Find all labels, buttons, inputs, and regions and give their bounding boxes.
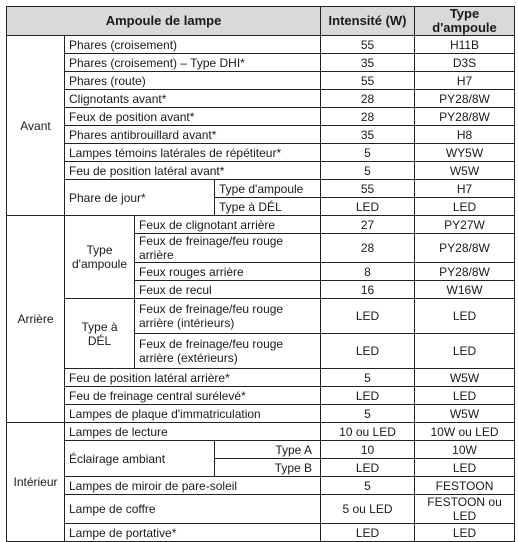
table-row xyxy=(7,108,515,126)
bulb-specification-table xyxy=(6,6,515,542)
row-label: Feu de freinage central surélevé* xyxy=(65,387,321,405)
bulb-specification-page xyxy=(6,6,515,542)
row-label: Feux de freinage/feu rouge arrière xyxy=(135,234,321,263)
row-power: LED xyxy=(321,299,415,334)
row-label: Phares (croisement) – Type DHI* xyxy=(65,54,321,72)
row-power: 5 xyxy=(321,162,415,180)
row-type: W16W xyxy=(415,281,515,299)
table-row xyxy=(7,162,515,180)
row-power: LED xyxy=(321,459,415,477)
group-label-interieur: Intérieur xyxy=(7,423,65,542)
row-type: LED xyxy=(415,459,515,477)
row-type: W5W xyxy=(415,162,515,180)
row-power: 35 xyxy=(321,54,415,72)
row-type: H11B xyxy=(415,36,515,54)
table-row xyxy=(7,299,515,334)
row-type: PY27W xyxy=(415,216,515,234)
row-type: PY28/8W xyxy=(415,90,515,108)
ambient-label: Éclairage ambiant xyxy=(65,441,215,477)
ambient-sub-label: Type A xyxy=(215,441,321,459)
row-type: WY5W xyxy=(415,144,515,162)
table-row xyxy=(7,387,515,405)
row-power: 55 xyxy=(321,180,415,198)
table-row xyxy=(7,90,515,108)
row-type: PY28/8W xyxy=(415,263,515,281)
drl-sub-label: Type à DÉL xyxy=(215,198,321,216)
row-type: D3S xyxy=(415,54,515,72)
row-label: Lampes témoins latérales de répétiteur* xyxy=(65,144,321,162)
row-label: Feux de recul xyxy=(135,281,321,299)
row-power: 28 xyxy=(321,90,415,108)
table-row xyxy=(7,441,515,459)
row-label: Lampes de miroir de pare-soleil xyxy=(65,477,321,495)
table-row xyxy=(7,180,515,198)
drl-sub-label: Type d'ampoule xyxy=(215,180,321,198)
table-row xyxy=(7,144,515,162)
row-type: LED xyxy=(415,198,515,216)
row-power: 35 xyxy=(321,126,415,144)
row-label: Feu de position latéral avant* xyxy=(65,162,321,180)
row-label: Phares antibrouillard avant* xyxy=(65,126,321,144)
row-power: 55 xyxy=(321,36,415,54)
ambient-sub-label: Type B xyxy=(215,459,321,477)
header-power: Intensité (W) xyxy=(321,7,415,36)
row-type: 10W ou LED xyxy=(415,423,515,441)
row-type: W5W xyxy=(415,369,515,387)
row-type: FESTOON ou LED xyxy=(415,495,515,524)
table-row xyxy=(7,477,515,495)
row-type: W5W xyxy=(415,405,515,423)
table-row xyxy=(7,369,515,387)
row-label: Feux rouges arrière xyxy=(135,263,321,281)
row-type: H8 xyxy=(415,126,515,144)
table-row xyxy=(7,36,515,54)
row-power: 10 ou LED xyxy=(321,423,415,441)
row-label: Clignotants avant* xyxy=(65,90,321,108)
row-label: Feux de clignotant arrière xyxy=(135,216,321,234)
row-label: Phares (croisement) xyxy=(65,36,321,54)
row-type: LED xyxy=(415,334,515,369)
row-power: 5 ou LED xyxy=(321,495,415,524)
row-label: Lampes de lecture xyxy=(65,423,321,441)
row-label: Phares (route) xyxy=(65,72,321,90)
row-label: Feux de position avant* xyxy=(65,108,321,126)
row-power: 5 xyxy=(321,369,415,387)
header-row xyxy=(7,7,515,36)
group-label-avant: Avant xyxy=(7,36,65,216)
row-power: 5 xyxy=(321,477,415,495)
row-type: PY28/8W xyxy=(415,108,515,126)
row-type: H7 xyxy=(415,72,515,90)
row-label: Lampes de plaque d'immatriculation xyxy=(65,405,321,423)
table-row xyxy=(7,216,515,234)
row-power: 10 xyxy=(321,441,415,459)
header-bulb: Ampoule de lampe xyxy=(7,7,321,36)
row-power: 28 xyxy=(321,108,415,126)
row-type: FESTOON xyxy=(415,477,515,495)
table-row xyxy=(7,405,515,423)
row-type: 10W xyxy=(415,441,515,459)
row-label: Lampe de portative* xyxy=(65,524,321,542)
row-power: 55 xyxy=(321,72,415,90)
subgroup-bulb-type: Type d'ampoule xyxy=(65,216,135,299)
row-power: 8 xyxy=(321,263,415,281)
subgroup-led-type: Type à DÉL xyxy=(65,299,135,369)
row-power: LED xyxy=(321,387,415,405)
table-row xyxy=(7,524,515,542)
table-row xyxy=(7,423,515,441)
header-type: Type d'ampoule xyxy=(415,7,515,36)
row-power: 5 xyxy=(321,405,415,423)
row-type: LED xyxy=(415,387,515,405)
row-type: PY28/8W xyxy=(415,234,515,263)
row-type: LED xyxy=(415,299,515,334)
table-row xyxy=(7,495,515,524)
table-row xyxy=(7,54,515,72)
row-label: Feux de freinage/feu rouge arrière (extérieurs) xyxy=(135,334,321,369)
row-type: H7 xyxy=(415,180,515,198)
row-label: Feu de position latéral arrière* xyxy=(65,369,321,387)
row-power: 27 xyxy=(321,216,415,234)
row-power: 28 xyxy=(321,234,415,263)
row-label: Lampe de coffre xyxy=(65,495,321,524)
row-label: Feux de freinage/feu rouge arrière (intérieurs) xyxy=(135,299,321,334)
table-row xyxy=(7,126,515,144)
row-power: LED xyxy=(321,334,415,369)
row-power: LED xyxy=(321,524,415,542)
drl-label: Phare de jour* xyxy=(65,180,215,216)
row-power: 16 xyxy=(321,281,415,299)
table-row xyxy=(7,72,515,90)
row-power: 5 xyxy=(321,144,415,162)
row-power: LED xyxy=(321,198,415,216)
group-label-arriere: Arrière xyxy=(7,216,65,423)
row-type: LED xyxy=(415,524,515,542)
